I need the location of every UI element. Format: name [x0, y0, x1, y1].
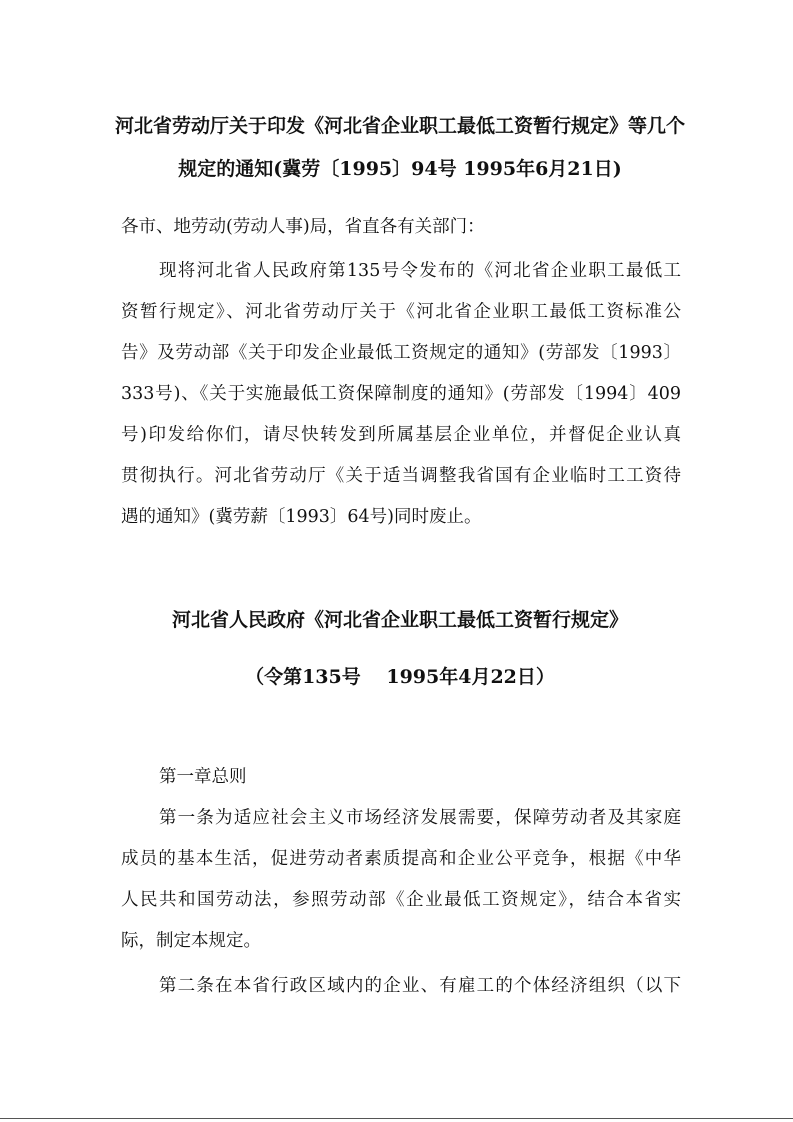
notice-line: 333号)、《关于实施最低工资保障制度的通知》(劳部发〔1994〕409 — [121, 384, 681, 404]
page-bottom-rule — [0, 1118, 793, 1119]
notice-line: 号)印发给你们，请尽快转发到所属基层企业单位，并督促企业认真 — [121, 425, 681, 445]
article-line: 成员的基本生活，促进劳动者素质提高和企业公平竞争，根据《中华 — [121, 849, 681, 869]
document-title-line-1: 河北省劳动厅关于印发《河北省企业职工最低工资暂行规定》等几个 — [114, 115, 685, 137]
notice-line: 资暂行规定》、河北省劳动厅关于《河北省企业职工最低工资标准公 — [121, 302, 681, 322]
article-line: 第一条为适应社会主义市场经济发展需要，保障劳动者及其家庭 — [159, 808, 681, 828]
chapter-heading: 第一章总则 — [159, 767, 247, 787]
notice-line: 遇的通知》(冀劳薪〔1993〕64号)同时废止。 — [121, 507, 482, 527]
notice-line: 现将河北省人民政府第135号令发布的《河北省企业职工最低工 — [159, 261, 681, 281]
article-line: 人民共和国劳动法，参照劳动部《企业最低工资规定》，结合本省实 — [121, 890, 681, 910]
article-line: 际，制定本规定。 — [121, 931, 261, 951]
notice-line: 告》及劳动部《关于印发企业最低工资规定的通知》(劳部发〔1993〕 — [121, 343, 681, 363]
notice-line: 贯彻执行。河北省劳动厅《关于适当调整我省国有企业临时工工资待 — [121, 466, 681, 486]
regulation-title: 河北省人民政府《河北省企业职工最低工资暂行规定》 — [171, 609, 628, 631]
salutation: 各市、地劳动(劳动人事)局，省直各有关部门： — [121, 217, 485, 237]
document-title-line-2: 规定的通知(冀劳〔1995〕94号 1995年6月21日) — [178, 158, 622, 180]
regulation-subtitle: （令第135号 1995年4月22日） — [245, 666, 555, 688]
article-line: 第二条在本省行政区域内的企业、有雇工的个体经济组织（以下 — [159, 976, 681, 996]
